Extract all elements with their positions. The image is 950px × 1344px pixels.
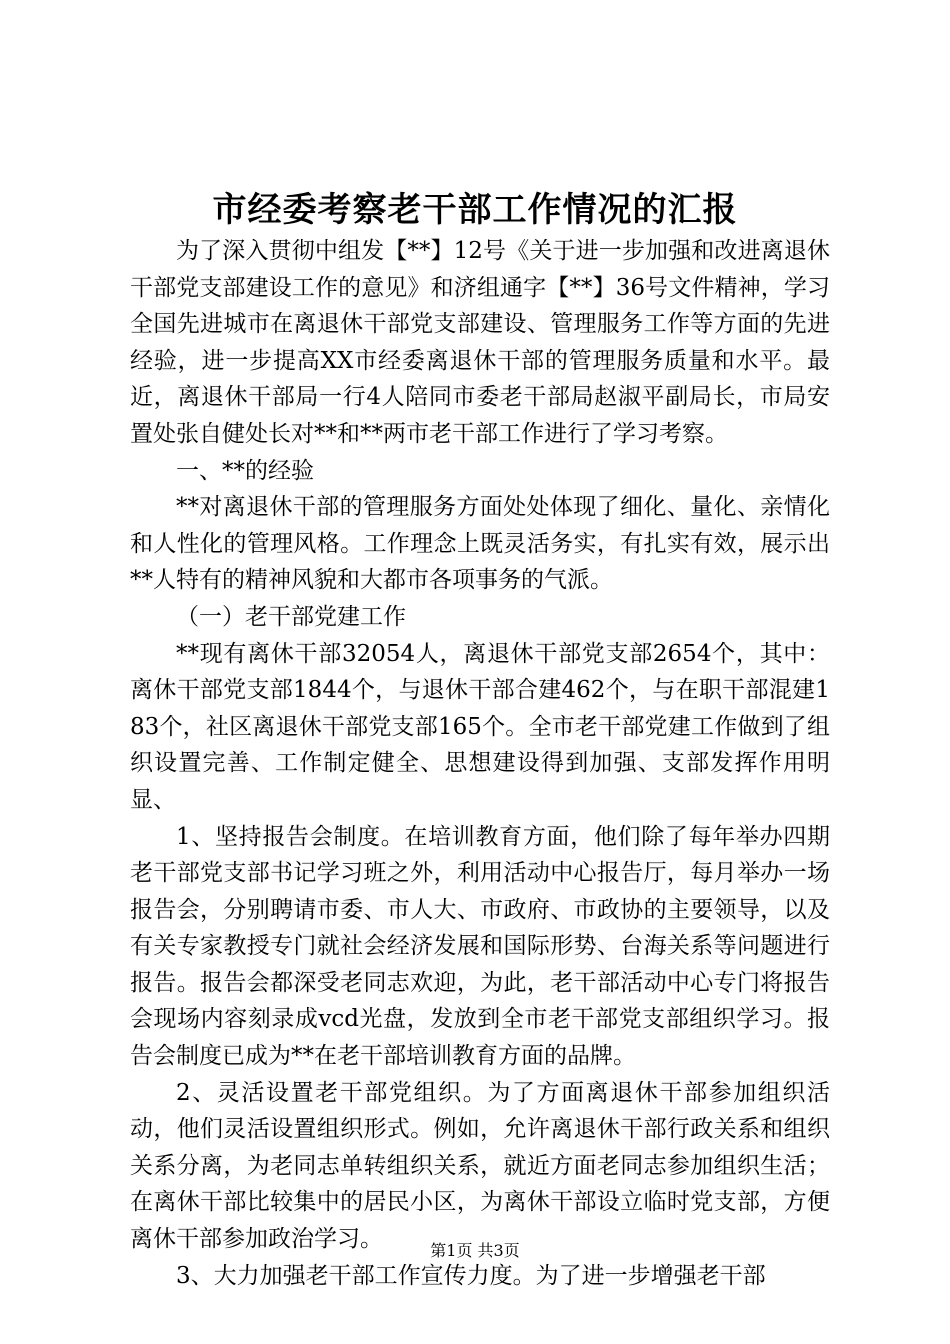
section-heading: 一、**的经验 <box>176 457 314 484</box>
paragraph-item-2: 2、灵活设置老干部党组织。为了方面离退休干部参加组织活动，他们灵活设置组织形式。例如，允许离退休干部行政关系和组织关系分离，为老同志单转组织关系，就近方面老同志参加组织生活；在离休干部比较集中的居民小区，为离休干部设立临时党支部，方便离休干部参加政治学习。 <box>130 1079 830 1253</box>
paragraph-item-3: 3、大力加强老干部工作宣传力度。为了进一步增强老干部 <box>176 1262 766 1289</box>
document-title: 市经委考察老干部工作情况的汇报 <box>212 190 738 230</box>
paragraph-intro: 为了深入贯彻中组发【**】12号《关于进一步加强和改进离退休干部党支部建设工作的意见》和济组通字【**】36号文件精神，学习全国先进城市在离退休干部党支部建设、管理服务工作等方面的先进经验，进一步提高XX市经委离退休干部的管理服务质量和水平。最近，离退休干部局一行4人陪同市委老干部局赵淑平副局长，市局安置处张自健处长对**和**两市老干部工作进行了学习考察。 <box>130 238 830 447</box>
document-body <box>130 233 830 1294</box>
paragraph-item-1: 1、坚持报告会制度。在培训教育方面，他们除了每年举办四期老干部党支部书记学习班之外，利用活动中心报告厅，每月举办一场报告会，分别聘请市委、市人大、市政府、市政协的主要领导，以及有关专家教授专门就社会经济发展和国际形势、台海关系等问题进行报告。报告会都深受老同志欢迎，为此，老干部活动中心专门将报告会现场内容刻录成vcd光盘，发放到全市老干部党支部组织学习。报告会制度已成为**在老干部培训教育方面的品牌。 <box>130 823 830 1070</box>
subsection-heading: （一）老干部党建工作 <box>176 603 406 630</box>
paragraph-statistics: **现有离休干部32054人，离退休干部党支部2654个，其中：离休干部党支部1844个，与退休干部合建462个，与在职干部混建183个，社区离退休干部党支部165个。全市老干部党建工作做到了组织设置完善、工作制定健全、思想建设得到加强、支部发挥作用明显、 <box>130 640 830 813</box>
paragraph-overview: **对离退休干部的管理服务方面处处体现了细化、量化、亲情化和人性化的管理风格。工作理念上既灵活务实，有扎实有效，展示出**人特有的精神风貌和大都市各项事务的气派。 <box>130 494 830 594</box>
page-footer: 第1页 共3页 <box>430 1241 520 1260</box>
